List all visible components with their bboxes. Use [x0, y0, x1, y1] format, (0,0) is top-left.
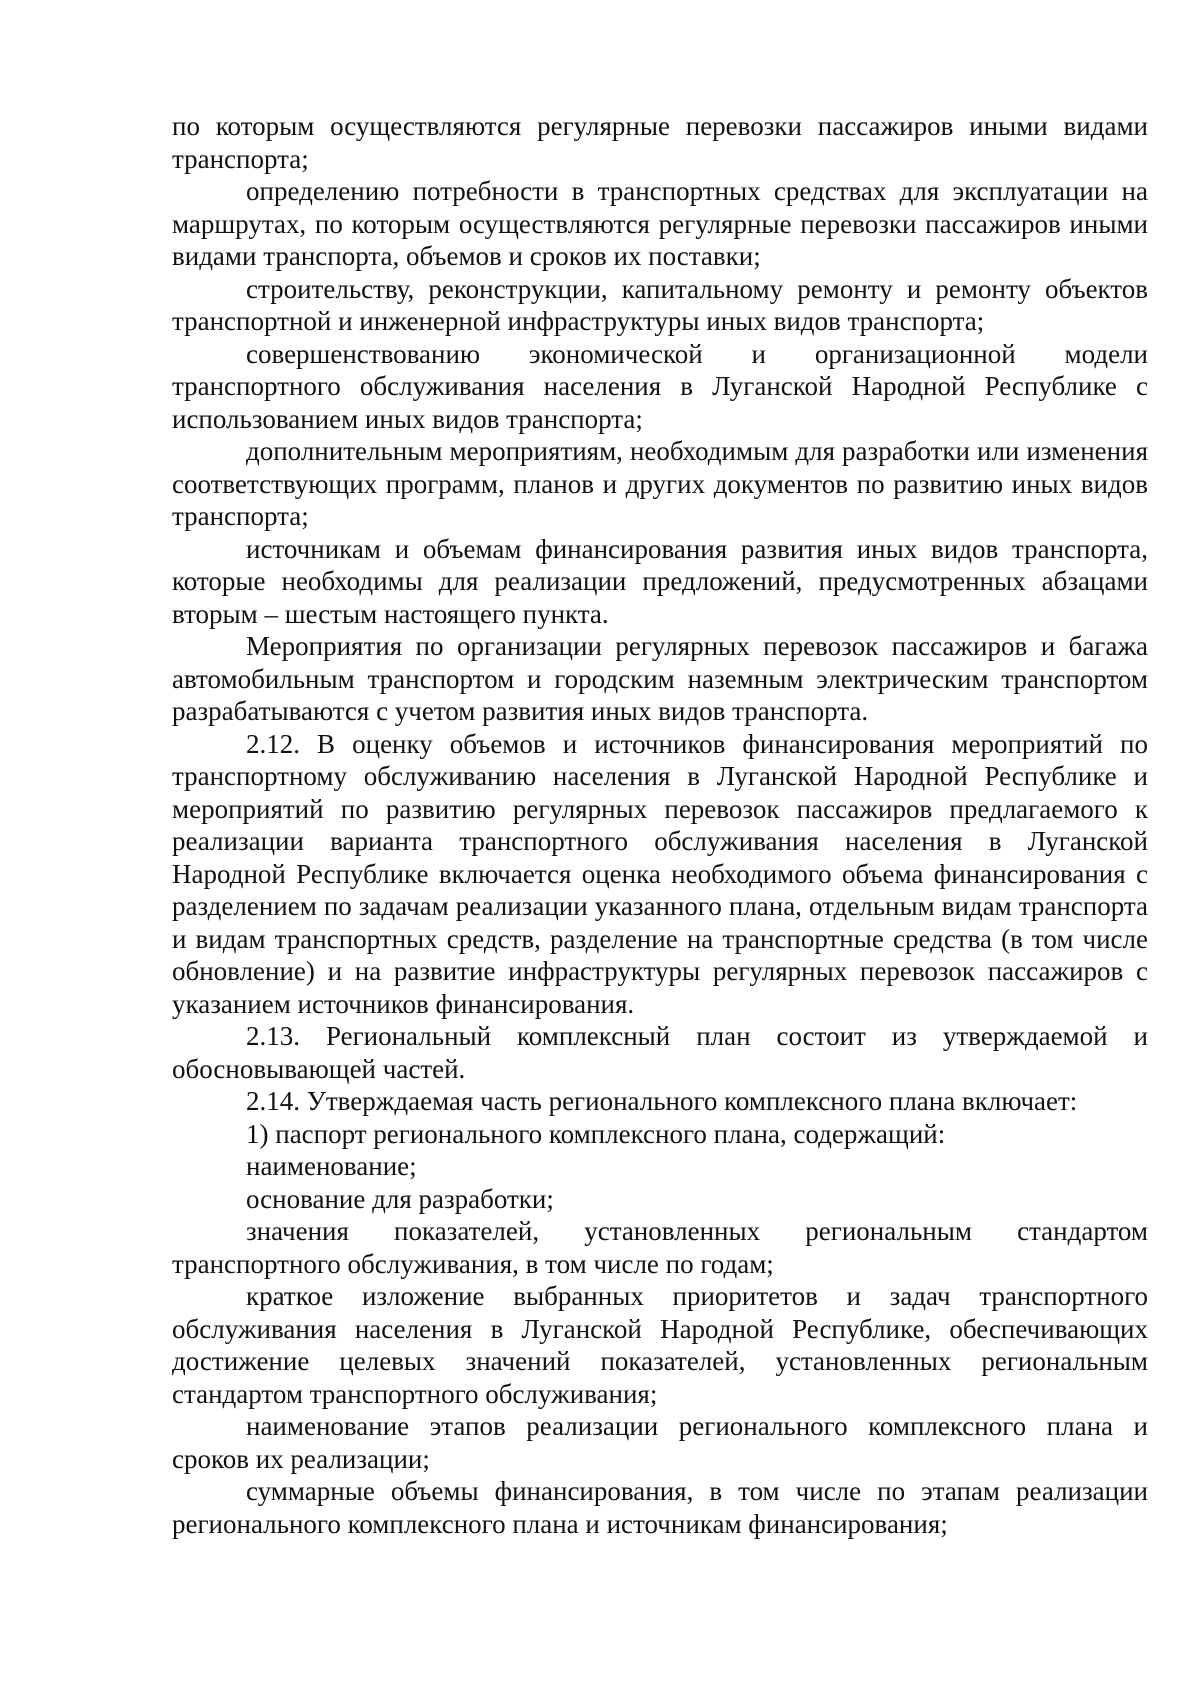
paragraph-funding-sources: источникам и объемам финансирования развития иных видов транспорта, которые необходимы для реализации предложений, предусмотренных абзацами вторым – шестым настоящего пункта. — [172, 533, 1148, 629]
list-item-basis: основание для разработки; — [246, 1183, 554, 1214]
paragraph-continuation: по которым осуществляются регулярные перевозки пассажиров иными видами транспорта; — [172, 111, 1148, 174]
paragraph-clause-2-12: 2.12. В оценку объемов и источников финансирования мероприятий по транспортному обслуживанию населения в Луганской Народной Республике и мероприятий по развитию регулярных перевозок пассажиров предлагаемого к реализации варианта транспортного обслуживания населения в Луганской Народной Республике включается оценка необходимого объема финансирования с разделением по задачам реализации указанного плана, отдельным видам транспорта и видам транспортных средств, разделение на транспортные средства (в том числе обновление) и на развитие инфраструктуры регулярных перевозок пассажиров с указанием источников финансирования. — [172, 728, 1148, 1019]
paragraph-model-improvement: совершенствованию экономической и организационной модели транспортного обслуживания населения в Луганской Народной Республике с использованием иных видов транспорта; — [172, 338, 1148, 434]
list-item-stages: наименование этапов реализации регионального комплексного плана и сроков их реализации; — [172, 1411, 1148, 1474]
document-page — [172, 110, 1148, 1540]
list-item-priorities: краткое изложение выбранных приоритетов и задач транспортного обслуживания населения в Луганской Народной Республике, обеспечивающих достижение целевых значений показателей, установленных региональным стандартом транспортного обслуживания; — [172, 1281, 1148, 1409]
paragraph-clause-2-13: 2.13. Региональный комплексный план состоит из утверждаемой и обосновывающей частей. — [172, 1021, 1148, 1084]
list-item-passport: 1) паспорт регионального комплексного плана, содержащий: — [246, 1118, 946, 1149]
paragraph-additional-measures: дополнительным мероприятиям, необходимым для разработки или изменения соответствующих программ, планов и других документов по развитию иных видов транспорта; — [172, 436, 1148, 531]
list-item-funding-volumes: суммарные объемы финансирования, в том числе по этапам реализации регионального комплексного плана и источникам финансирования; — [172, 1476, 1148, 1539]
paragraph-construction: строительству, реконструкции, капитальному ремонту и ремонту объектов транспортной и инженерной инфраструктуры иных видов транспорта; — [172, 273, 1148, 336]
paragraph-clause-2-14: 2.14. Утверждаемая часть регионального комплексного плана включает: — [246, 1086, 1078, 1116]
paragraph-vehicle-needs: определению потребности в транспортных средствах для эксплуатации на маршрутах, по которым осуществляются регулярные перевозки пассажиров иными видами транспорта, объемов и сроков их поставки; — [172, 176, 1148, 271]
list-item-indicators: значения показателей, установленных региональным стандартом транспортного обслуживания, в том числе по годам; — [172, 1216, 1148, 1279]
list-item-name: наименование; — [246, 1151, 417, 1181]
paragraph-measures-organization: Мероприятия по организации регулярных перевозок пассажиров и багажа автомобильным транспортом и городским наземным электрическим транспортом разрабатываются с учетом развития иных видов транспорта. — [172, 631, 1148, 726]
